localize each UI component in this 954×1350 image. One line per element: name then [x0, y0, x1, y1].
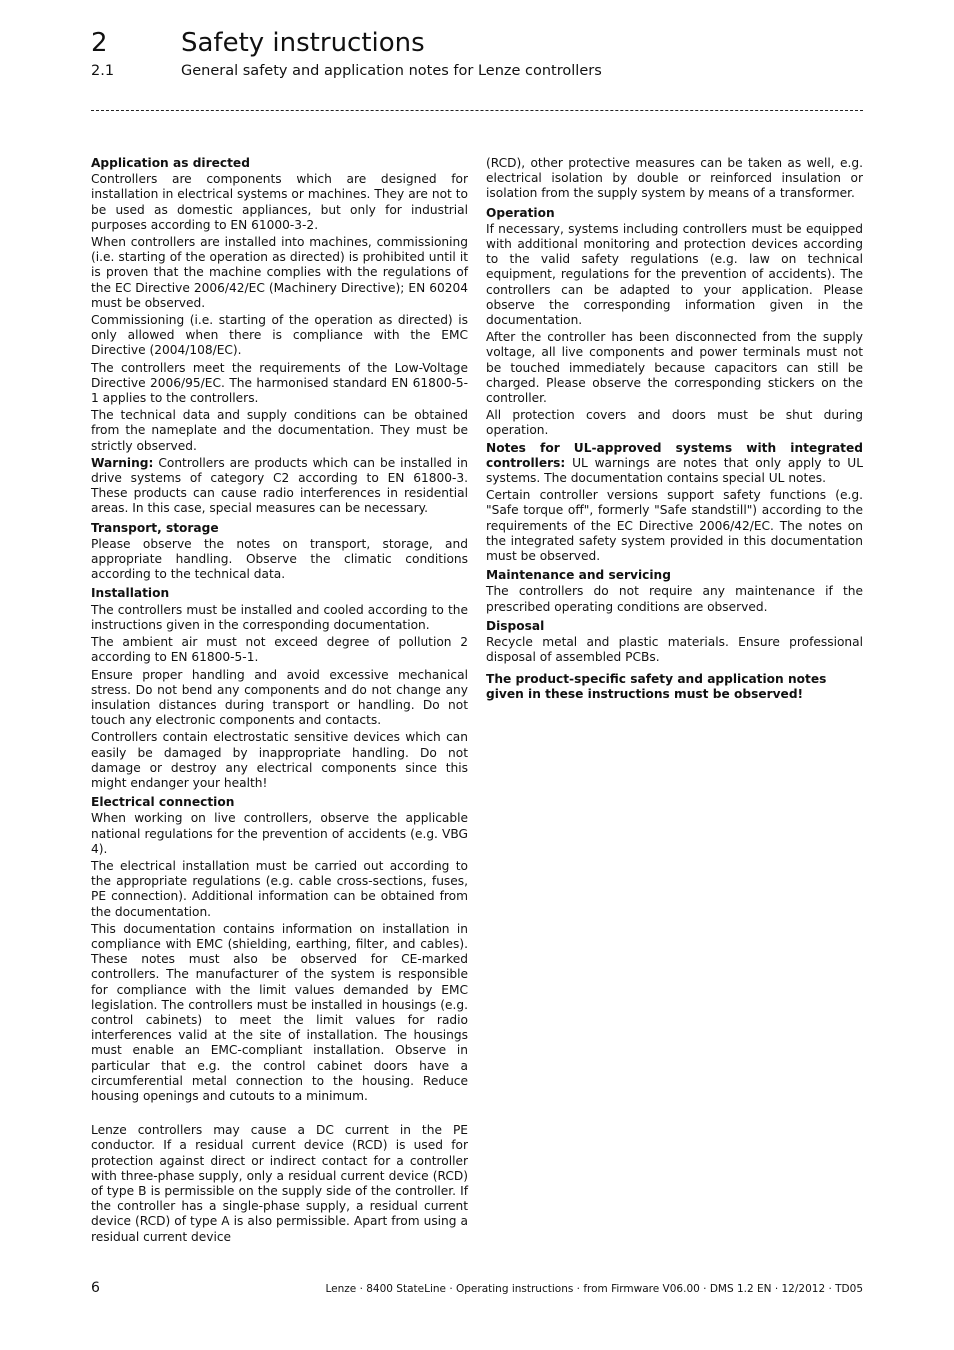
disposal-heading: Disposal — [486, 618, 545, 633]
chapter-number: 2 — [91, 28, 108, 58]
paragraph: All protection covers and doors must be shut during operation. — [486, 408, 863, 438]
final-note: The product-specific safety and application notes given in these instructions must be observed! — [486, 671, 827, 701]
electrical-connection-heading: Electrical connection — [91, 795, 235, 810]
paragraph: The technical data and supply conditions can be obtained from the nameplate and the documentation. They must be strictly observed. — [91, 408, 468, 453]
paragraph: Recycle metal and plastic materials. Ensure professional disposal of assembled PCBs. — [486, 635, 863, 665]
chapter-title: Safety instructions — [181, 28, 425, 58]
warning-text: Controllers are products which can be installed in drive systems of category C2 according to EN 61800-3. These products can cause radio interferences in residential areas. In this case, special measures can be necessary. — [91, 455, 468, 516]
ul-notes-paragraph — [486, 441, 863, 487]
spacer — [91, 1106, 468, 1123]
application-heading: Application as directed — [91, 156, 250, 170]
paragraph: Lenze controllers may cause a DC current in the PE conductor. If a residual current device (RCD) is used for protection against direct or indirect contact for a controller with three-phase supply, only a residual current device (RCD) of type B is permissible on the supply side of the controller. If the controller has a single-phase supply, a residual current device (RCD) of type A is also permissible. Apart from using a residual current device — [91, 1123, 468, 1244]
installation-heading: Installation — [91, 586, 170, 601]
ul-notes-text: UL warnings are notes that only apply to UL systems. The documentation contains special UL notes. — [486, 455, 863, 486]
paragraph: Controllers are components which are designed for installation in electrical systems or machines. They are not to be used as domestic appliances, but only for industrial purposes according to EN 61000-3-2. — [91, 172, 468, 232]
section-number: 2.1 — [91, 63, 115, 79]
paragraph: The electrical installation must be carried out according to the appropriate regulations (e.g. cable cross-sections, fuses, PE connection). Additional information can be obtained from the documentation. — [91, 858, 468, 919]
section-title: General safety and application notes for Lenze controllers — [181, 63, 602, 79]
warning-paragraph — [91, 456, 468, 517]
transport-heading: Transport, storage — [91, 520, 219, 535]
paragraph: After the controller has been disconnected from the supply voltage, all live components and power terminals must not be touched immediately because capacitors can still be charged. Please observe the corresponding stickers on the controller. — [486, 330, 863, 406]
operation-heading: Operation — [486, 205, 555, 220]
paragraph: If necessary, systems including controllers must be equipped with additional monitoring and protection devices according to the valid safety regulations (e.g. law on technical equipment, regulations for the prevention of accidents). The controllers can be adapted to your application. Please observe the corresponding information given in the documentation. — [486, 221, 863, 328]
maintenance-heading: Maintenance and servicing — [486, 568, 671, 583]
warning-label: Warning: — [91, 455, 154, 470]
paragraph: Commissioning (i.e. starting of the operation as directed) is only allowed when there is compliance with the EMC Directive (2004/108/EC). — [91, 313, 468, 358]
paragraph: Ensure proper handling and avoid excessive mechanical stress. Do not bend any components and do not change any insulation distances during transport or handling. Do not touch any electronic components and contacts. — [91, 667, 468, 728]
paragraph: Certain controller versions support safety functions (e.g. "Safe torque off", formerly "Safe standstill") according to the requirements of the EC Directive 2006/42/EC. The notes on the integrated safety system provided in this documentation must be observed. — [486, 488, 863, 564]
ul-notes-label: Notes for UL-approved systems with integrated controllers: — [486, 440, 863, 470]
paragraph: This documentation contains information on installation in compliance with EMC (shielding, earthing, filter, and cables). These notes must also be observed for CE-marked controllers. The manufacturer of the system is responsible for compliance with the limit values demanded by EMC legislation. The controllers must be installed in housings (e.g. control cabinets) to meet the limit values for radio interferences valid at the site of installation. The housings must enable an EMC-compliant installation. Observe in particular that e.g. the control cabinet doors have a circumferential metal connection to the housing. Reduce housing openings and cutouts to a minimum. — [91, 921, 468, 1103]
paragraph: The controllers must be installed and cooled according to the instructions given in the corresponding documentation. — [91, 602, 468, 632]
left-column — [91, 156, 468, 1247]
paragraph: When controllers are installed into machines, commissioning (i.e. starting of the operation as directed) is prohibited until it is proven that the machine complies with the regulations of the EC Directive 2006/42/EC (Machinery Directive); EN 60204 must be observed. — [91, 235, 468, 310]
paragraph: The controllers meet the requirements of the Low-Voltage Directive 2006/95/EC. The harmonised standard EN 61800-5-1 applies to the controllers. — [91, 360, 468, 406]
paragraph: Controllers contain electrostatic sensitive devices which can easily be damaged by inappropriate handling. Do not damage or destroy any electrical components since this might endanger your health! — [91, 730, 468, 790]
page-number: 6 — [91, 1280, 100, 1296]
paragraph: (RCD), other protective measures can be taken as well, e.g. electrical isolation by double or reinforced insulation or isolation from the supply system by means of a transformer. — [486, 156, 863, 201]
header-divider — [91, 110, 863, 111]
footer-doc-info: Lenze · 8400 StateLine · Operating instructions · from Firmware V06.00 · DMS 1.2 EN · 12/2012 · TD05 — [325, 1283, 863, 1295]
paragraph: When working on live controllers, observe the applicable national regulations for the prevention of accidents (e.g. VBG 4). — [91, 811, 468, 856]
paragraph: The ambient air must not exceed degree of pollution 2 according to EN 61800-5-1. — [91, 635, 468, 665]
paragraph: Please observe the notes on transport, storage, and appropriate handling. Observe the climatic conditions according to the technical data. — [91, 536, 468, 582]
paragraph: The controllers do not require any maintenance if the prescribed operating conditions are observed. — [486, 584, 863, 614]
right-column — [486, 156, 863, 704]
